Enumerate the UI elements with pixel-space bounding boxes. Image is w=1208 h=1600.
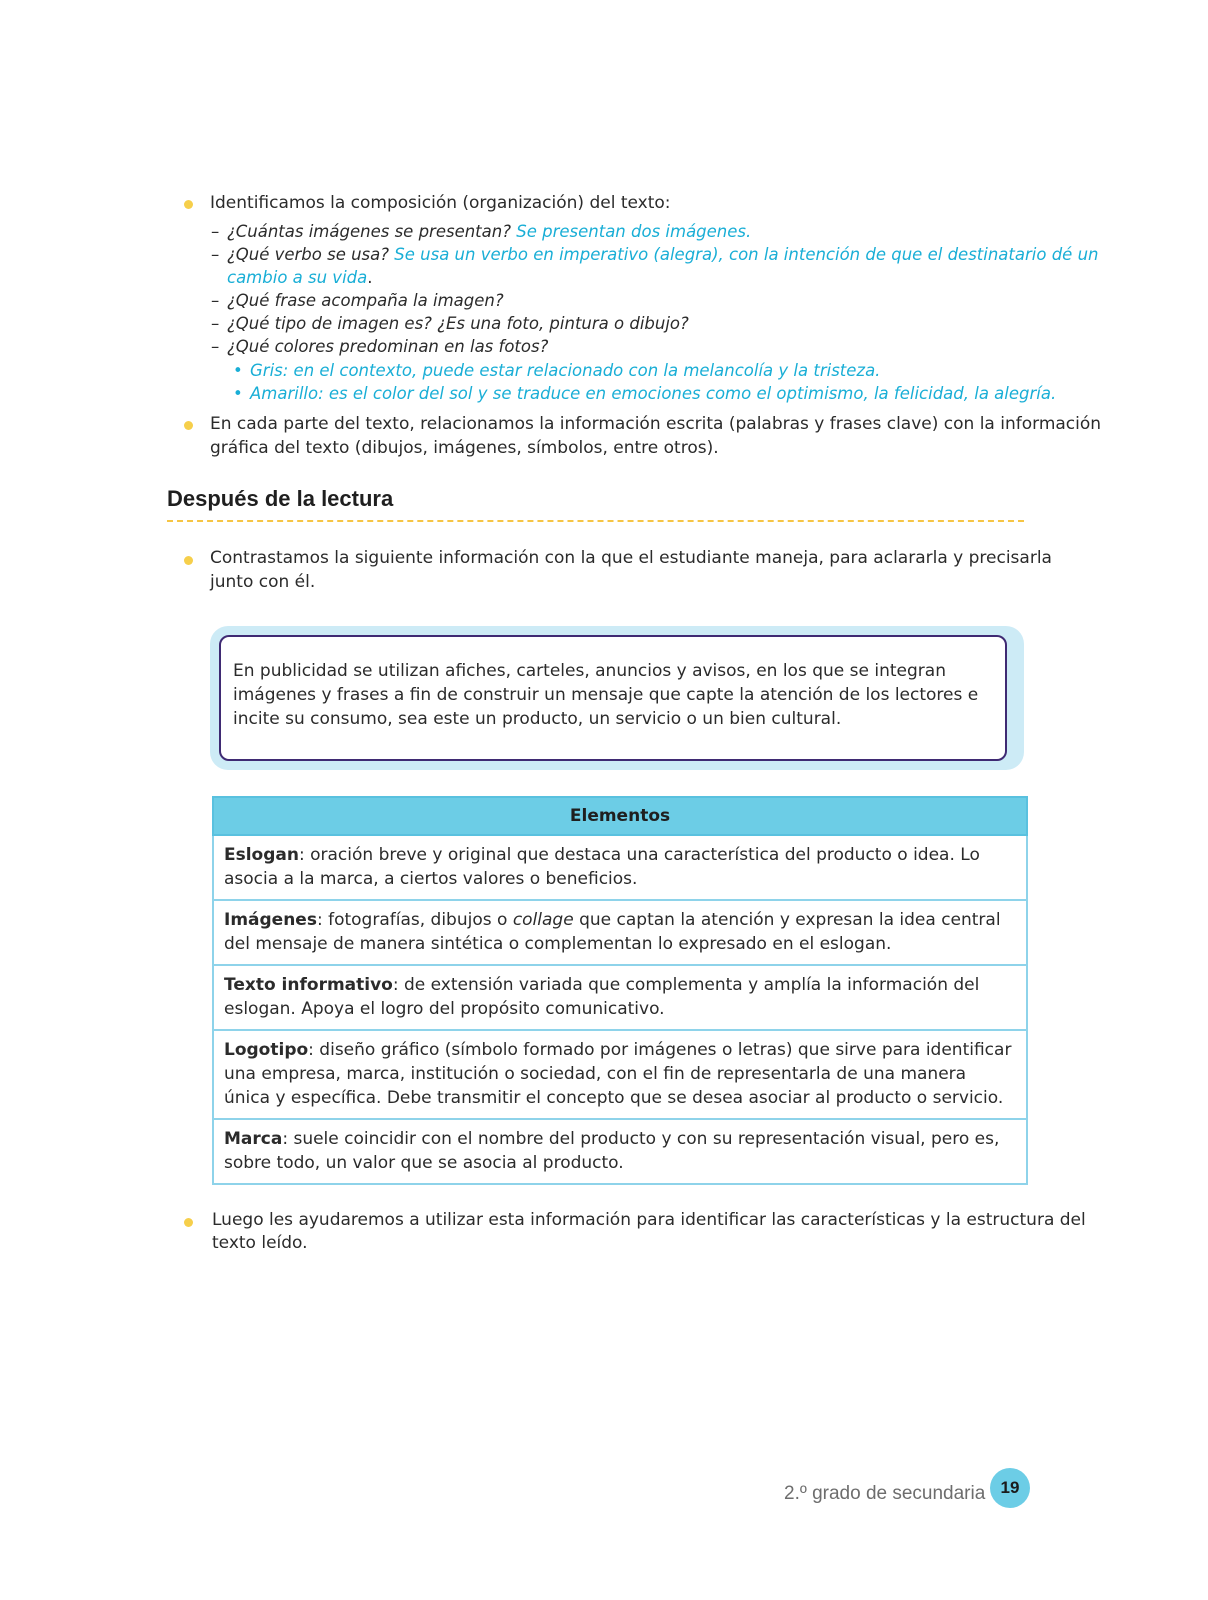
row-description: que captan la atención y expresan la idea central del mensaje de manera sintética o complementan lo expresado en el eslogan. xyxy=(224,910,1001,954)
question-phrase: – ¿Qué frase acompaña la imagen? xyxy=(211,291,504,310)
question-verb: – ¿Qué verbo se usa? Se usa un verbo en imperativo (alegra), con la intención de que el destinatario dé un xyxy=(211,245,1099,264)
bullet-composition: Identificamos la composición (organización) del texto: xyxy=(210,193,671,213)
question-text: ¿Qué colores predominan en las fotos? xyxy=(227,337,549,356)
table-cell xyxy=(213,900,1027,965)
question-text: ¿Qué verbo se usa? xyxy=(227,245,390,264)
bullet-dot xyxy=(184,556,193,565)
answer-text: Se usa un verbo en imperativo (alegra), con la intención de que el destinatario dé un xyxy=(394,245,1099,264)
row-description: : suele coincidir con el nombre del producto y con su representación visual, pero es, sobre todo, un valor que se asocia al producto. xyxy=(224,1129,1000,1173)
table-row xyxy=(213,965,1027,1030)
row-italic: collage xyxy=(512,910,574,930)
elements-table xyxy=(212,796,1028,1185)
question-text: ¿Qué frase acompaña la imagen? xyxy=(227,291,504,310)
bullet-dot xyxy=(184,421,193,430)
table-cell xyxy=(213,1119,1027,1184)
table-header: Elementos xyxy=(213,797,1027,835)
table-row xyxy=(213,900,1027,965)
info-box-inner xyxy=(219,635,1007,761)
question-colors: – ¿Qué colores predominan en las fotos? xyxy=(211,337,549,356)
info-box-text: En publicidad se utilizan afiches, carteles, anuncios y avisos, en los que se integran imágenes y frases a fin de construir un mensaje que capte la atención de los lectores e incite su consumo, sea este un producto, un servicio o un bien cultural. xyxy=(233,661,979,729)
bullet-contrast-line1: Contrastamos la siguiente información con la que el estudiante maneja, para aclararla y precisarla xyxy=(210,548,1052,568)
color-gray-item: • Gris: en el contexto, puede estar relacionado con la melancolía y la tristeza. xyxy=(233,361,881,380)
row-description: : de extensión variada que complementa y amplía la información del eslogan. Apoya el logro del propósito comunicativo. xyxy=(224,975,980,1019)
row-term: Imágenes xyxy=(224,910,317,930)
bullet-relate-line1: En cada parte del texto, relacionamos la información escrita (palabras y frases clave) con la información xyxy=(210,414,1102,434)
table-cell xyxy=(213,1030,1027,1119)
question-text: ¿Qué tipo de imagen es? ¿Es una foto, pintura o dibujo? xyxy=(227,314,689,333)
page-number: 19 xyxy=(990,1468,1030,1508)
grade-label: 2.º grado de secundaria xyxy=(784,1483,986,1504)
info-box xyxy=(210,626,1024,770)
color-yellow-text: Amarillo: es el color del sol y se traduce en emociones como el optimismo, la felicidad, la alegría. xyxy=(250,384,1057,403)
color-gray-text: Gris: en el contexto, puede estar relacionado con la melancolía y la tristeza. xyxy=(250,361,881,380)
row-term: Eslogan xyxy=(224,845,299,865)
bullet-final-line2: texto leído. xyxy=(212,1233,308,1253)
row-term: Texto informativo xyxy=(224,975,393,995)
bullet-dot xyxy=(184,200,193,209)
table-row xyxy=(213,1119,1027,1184)
bullet-contrast-line2: junto con él. xyxy=(210,572,316,592)
answer-text: cambio a su vida xyxy=(227,268,368,287)
answer-text: Se presentan dos imágenes. xyxy=(516,222,752,241)
row-term: Logotipo xyxy=(224,1040,309,1060)
color-yellow-item: • Amarillo: es el color del sol y se traduce en emociones como el optimismo, la felicidad, la alegría. xyxy=(233,384,1057,403)
bullet-relate-line2: gráfica del texto (dibujos, imágenes, símbolos, entre otros). xyxy=(210,438,719,458)
bullet-final-line1: Luego les ayudaremos a utilizar esta información para identificar las características y la estructura del xyxy=(212,1210,1086,1230)
answer-verb-cont: cambio a su vida. xyxy=(227,268,373,287)
table-row xyxy=(213,835,1027,900)
table-cell xyxy=(213,965,1027,1030)
row-term: Marca xyxy=(224,1129,283,1149)
heading-divider xyxy=(167,520,1024,522)
section-heading: Después de la lectura xyxy=(167,486,394,511)
row-description: : fotografías, dibujos o xyxy=(316,910,513,930)
row-description: : diseño gráfico (símbolo formado por imágenes o letras) que sirve para identificar una empresa, marca, institución o sociedad, con el fin de representarla de una manera única y específica. Debe transmitir el concepto que se desea asociar al producto o servicio. xyxy=(224,1040,1012,1108)
question-text: ¿Cuántas imágenes se presentan? xyxy=(227,222,511,241)
row-description: : oración breve y original que destaca una característica del producto o idea. Lo asocia a la marca, a ciertos valores o beneficios. xyxy=(224,845,980,889)
bullet-dot xyxy=(184,1218,193,1227)
question-image-type: – ¿Qué tipo de imagen es? ¿Es una foto, pintura o dibujo? xyxy=(211,314,689,333)
question-images: – ¿Cuántas imágenes se presentan? Se presentan dos imágenes. xyxy=(211,222,752,241)
table-row xyxy=(213,1030,1027,1119)
table-cell xyxy=(213,835,1027,900)
